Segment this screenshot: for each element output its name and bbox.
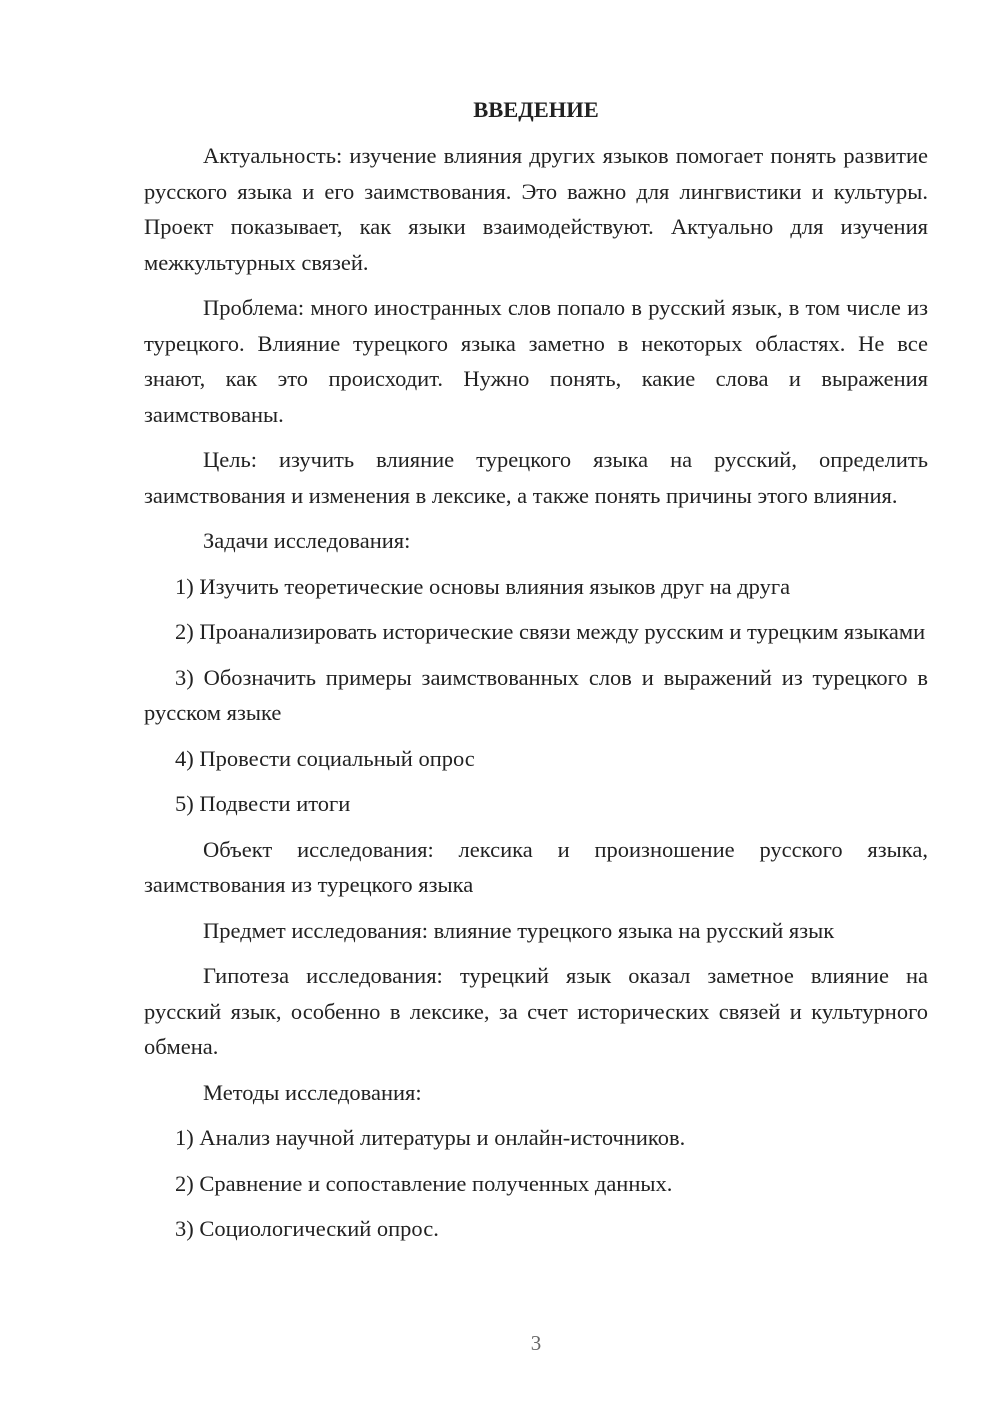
hypothesis-paragraph: Гипотеза исследования: турецкий язык оказал заметное влияние на русский язык, особенно в лексике, за счет исторических связей и культурного обмена.: [144, 963, 928, 1059]
task-item: 5) Подвести итоги: [175, 791, 351, 816]
page-number: 3: [530, 1331, 542, 1355]
task-item: 4) Провести социальный опрос: [175, 745, 475, 771]
methods-heading: Методы исследования:: [203, 1079, 422, 1105]
page-title: ВВЕДЕНИЕ: [473, 97, 599, 122]
object-paragraph: Объект исследования: лексика и произношение русского языка, заимствования из турецкого языка: [144, 836, 928, 897]
task-item: 2) Проанализировать исторические связи между русским и турецким языками: [175, 619, 926, 644]
task-item: 1) Изучить теоретические основы влияния языков друг на друга: [175, 573, 791, 599]
task-item: 3) Обозначить примеры заимствованных слов и выражений из турецкого в русском языке: [144, 664, 928, 725]
relevance-paragraph: Актуальность: изучение влияния других языков помогает понять развитие русского языка и его заимствования. Это важно для лингвистики и культуры. Проект показывает, как языки взаимодействуют. Актуально для изучения межкультурных связей.: [144, 143, 928, 275]
problem-paragraph: Проблема: много иностранных слов попало в русский язык, в том числе из турецкого. Влияние турецкого языка заметно в некоторых областях. Не все знают, как это происходит. Нужно понять, какие слова и выражения заимствованы.: [144, 295, 928, 427]
tasks-heading: Задачи исследования:: [203, 528, 411, 553]
method-item: 1) Анализ научной литературы и онлайн-источников.: [175, 1125, 686, 1150]
method-item: 3) Социологический опрос.: [175, 1216, 439, 1241]
method-item: 2) Сравнение и сопоставление полученных данных.: [175, 1170, 673, 1196]
document-page: [144, 92, 928, 1257]
subject-paragraph: Предмет исследования: влияние турецкого языка на русский язык: [203, 917, 835, 943]
goal-paragraph: Цель: изучить влияние турецкого языка на русский, определить заимствования и изменения в лексике, а также понять причины этого влияния.: [144, 447, 928, 508]
